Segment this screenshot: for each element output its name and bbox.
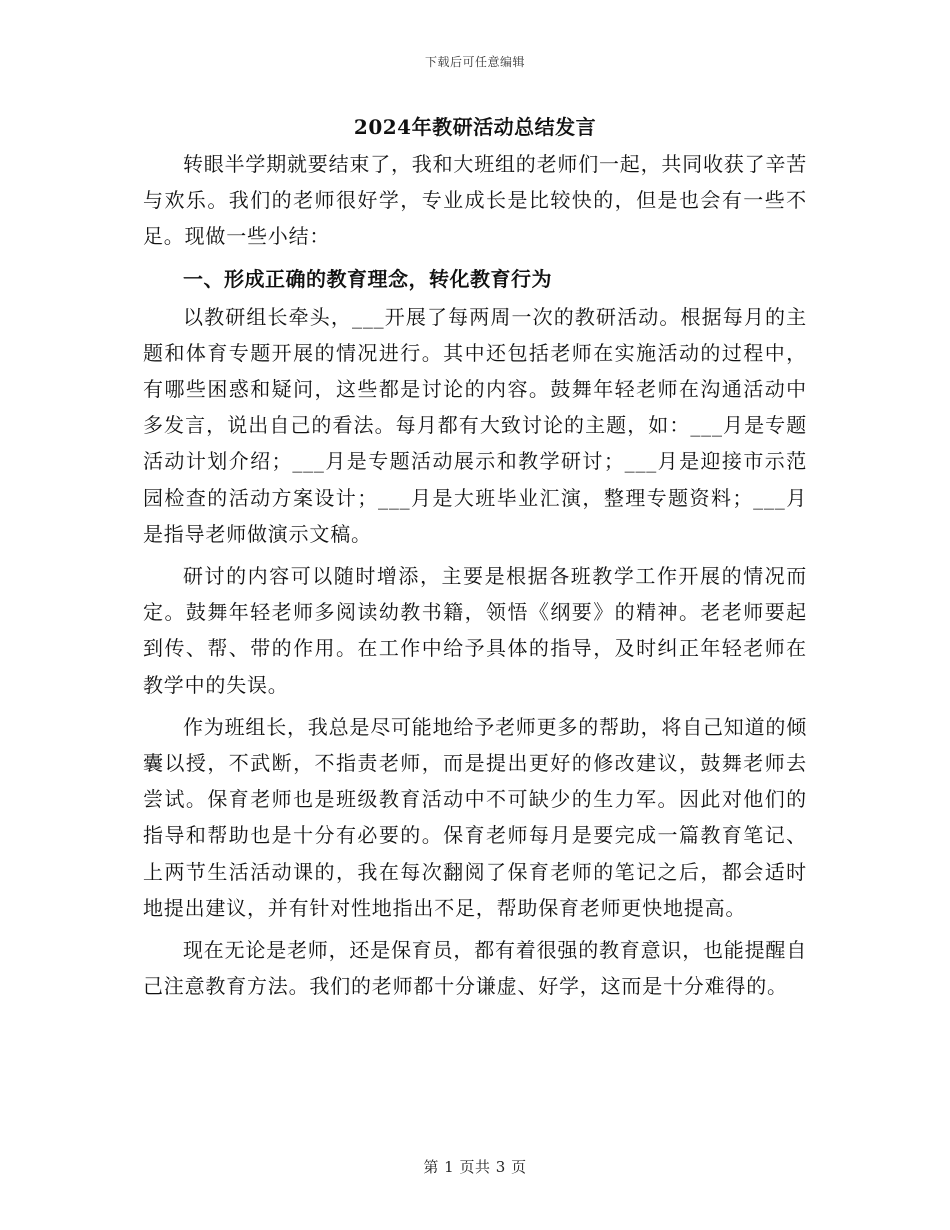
document-title: 2024年教研活动总结发言 (353, 115, 597, 139)
page-footer: 第 1 页共 3 页 (423, 1158, 527, 1176)
body-paragraph-3: 作为班组长，我总是尽可能地给予老师更多的帮助，将自己知道的倾囊以授，不武断，不指责老师，而是提出更好的修改建议，鼓舞老师去尝试。保育老师也是班级教育活动中不可缺少的生力军。因此对他们的指导和帮助也是十分有必要的。保育老师每月是要完成一篇教育笔记、上两节生活活动课的，我在每次翻阅了保育老师的笔记之后，都会适时地提出建议，并有针对性地指出不足，帮助保育老师更快地提高。 (143, 714, 807, 920)
header-note: 下载后可任意编辑 (424, 55, 525, 69)
section-heading: 一、形成正确的教育理念，转化教育行为 (183, 266, 552, 291)
body-paragraph-4: 现在无论是老师，还是保育员，都有着很强的教育意识，也能提醒自己注意教育方法。我们的老师都十分谦虚、好学，这而是十分难得的。 (143, 938, 807, 999)
body-paragraph-2: 研讨的内容可以随时增添，主要是根据各班教学工作开展的情况而定。鼓舞年轻老师多阅读幼教书籍，领悟《纲要》的精神。老老师要起到传、帮、带的作用。在工作中给予具体的指导，及时纠正年轻老师在教学中的失误。 (143, 564, 807, 697)
body-paragraph-1: 以教研组长牵头，___开展了每两周一次的教研活动。根据每月的主题和体育专题开展的情况进行。其中还包括老师在实施活动的过程中，有哪些困惑和疑问，这些都是讨论的内容。鼓舞年轻老师在沟通活动中多发言，说出自己的看法。每月都有大致讨论的主题，如：___月是专题活动计划介绍；___月是专题活动展示和教学研讨；___月是迎接市示范园检查的活动方案设计；___月是大班毕业汇演，整理专题资料；___月是指导老师做演示文稿。 (143, 304, 807, 546)
intro-paragraph: 转眼半学期就要结束了，我和大班组的老师们一起，共同收获了辛苦与欢乐。我们的老师很好学，专业成长是比较快的，但是也会有一些不足。现做一些小结： (143, 152, 807, 249)
document-body (143, 112, 807, 1010)
